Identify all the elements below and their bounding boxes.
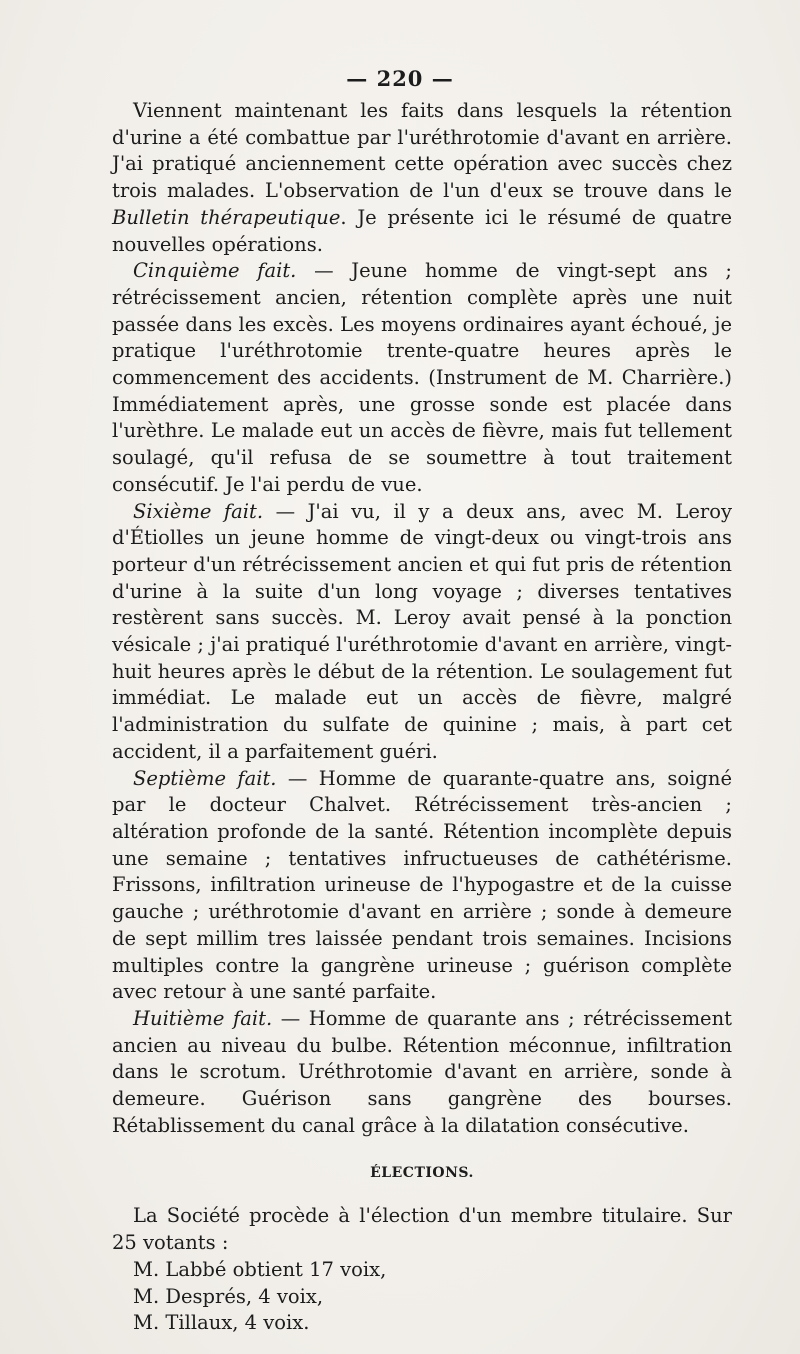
paragraph-case-5 [112, 258, 732, 498]
paragraph-text: — J'ai vu, il y a deux ans, avec M. Leroy d'Étiolles un jeune homme de vingt-deux ou vingt-trois ans porteur d'un rétrécissement ancien et qui fut pris de rétention d'urine à la suite d'un long voyage ; diverses tentatives restèrent sans succès. M. Leroy avait pensé à la ponction vésicale ; j'ai pratiqué l'uréthrotomie d'avant en arrière, vingt-huit heures après le début de la rétention. Le soulagement fut immédiat. Le malade eut un accès de fièvre, malgré l'administration du sulfate de quinine ; mais, à part cet accident, il a parfaitement guéri. [112, 499, 733, 763]
election-result-item: M. Labbé obtient 17 voix, [133, 1257, 387, 1281]
paragraph-text: Viennent maintenant les faits dans lesquels la rétention d'urine a été combattue par l'uréthrotomie d'avant en arrière. J'ai pratiqué anciennement cette opération avec succès chez trois malades. L'observation de l'un d'eux se trouve dans le [112, 99, 732, 203]
case-heading: Sixième fait. [133, 499, 264, 523]
paragraph-text: — Jeune homme de vingt-sept ans ; rétrécissement ancien, rétention complète après une nuit passée dans les excès. Les moyens ordinaires ayant échoué, je pratique l'uréthrotomie trente-quatre heures après le commencement des accidents. (Instrument de M. Charrière.) Immédiatement après, une grosse sonde est placée dans l'urèthre. Le malade eut un accès de fièvre, mais fut tellement soulagé, qu'il refusa de se soumettre à tout traitement consécutif. Je l'ai perdu de vue. [112, 259, 732, 496]
page-number: — 220 — [346, 66, 454, 91]
paragraph-text-after: . Je présente ici le résumé de quatre nouvelles opérations. [112, 205, 732, 256]
journal-title: Bulletin thérapeutique [112, 205, 341, 229]
paragraph-case-7 [112, 766, 732, 1006]
paragraph-text: — Homme de quarante ans ; rétrécissement ancien au niveau du bulbe. Rétention méconnue, infiltration dans le scrotum. Uréthrotomie d'avant en arrière, sonde à demeure. Guérison sans gangrène des bourses. Rétablissement du canal grâce à la dilatation consécutive. [112, 1006, 732, 1137]
case-heading: Huitième fait. [133, 1006, 273, 1030]
election-results [112, 1257, 732, 1337]
case-heading: Cinquième fait. [133, 259, 297, 283]
paragraph-intro [112, 98, 732, 258]
election-result-item: M. Després, 4 voix, [133, 1284, 324, 1308]
text-body [112, 98, 732, 1337]
case-heading: Septième fait. [133, 766, 277, 790]
paragraph-case-6 [112, 499, 732, 766]
election-result-item: M. Tillaux, 4 voix. [133, 1311, 310, 1335]
section-heading-elections: ÉLECTIONS. [370, 1165, 474, 1182]
elections-intro: La Société procède à l'élection d'un membre titulaire. Sur 25 votants : [112, 1204, 732, 1255]
paragraph-case-8 [112, 1006, 732, 1140]
paragraph-text: — Homme de quarante-quatre ans, soigné par le docteur Chalvet. Rétrécissement très-ancien ; altération profonde de la santé. Rétention incomplète depuis une semaine ; tentatives infructueuses de cathétérisme. Frissons, infiltration urineuse de l'hypogastre et de la cuisse gauche ; uréthrotomie d'avant en arrière ; sonde à demeure de sept millim tres laissée pendant trois semaines. Incisions multiples contre la gangrène urineuse ; guérison complète avec retour à une santé parfaite. [112, 766, 732, 1004]
